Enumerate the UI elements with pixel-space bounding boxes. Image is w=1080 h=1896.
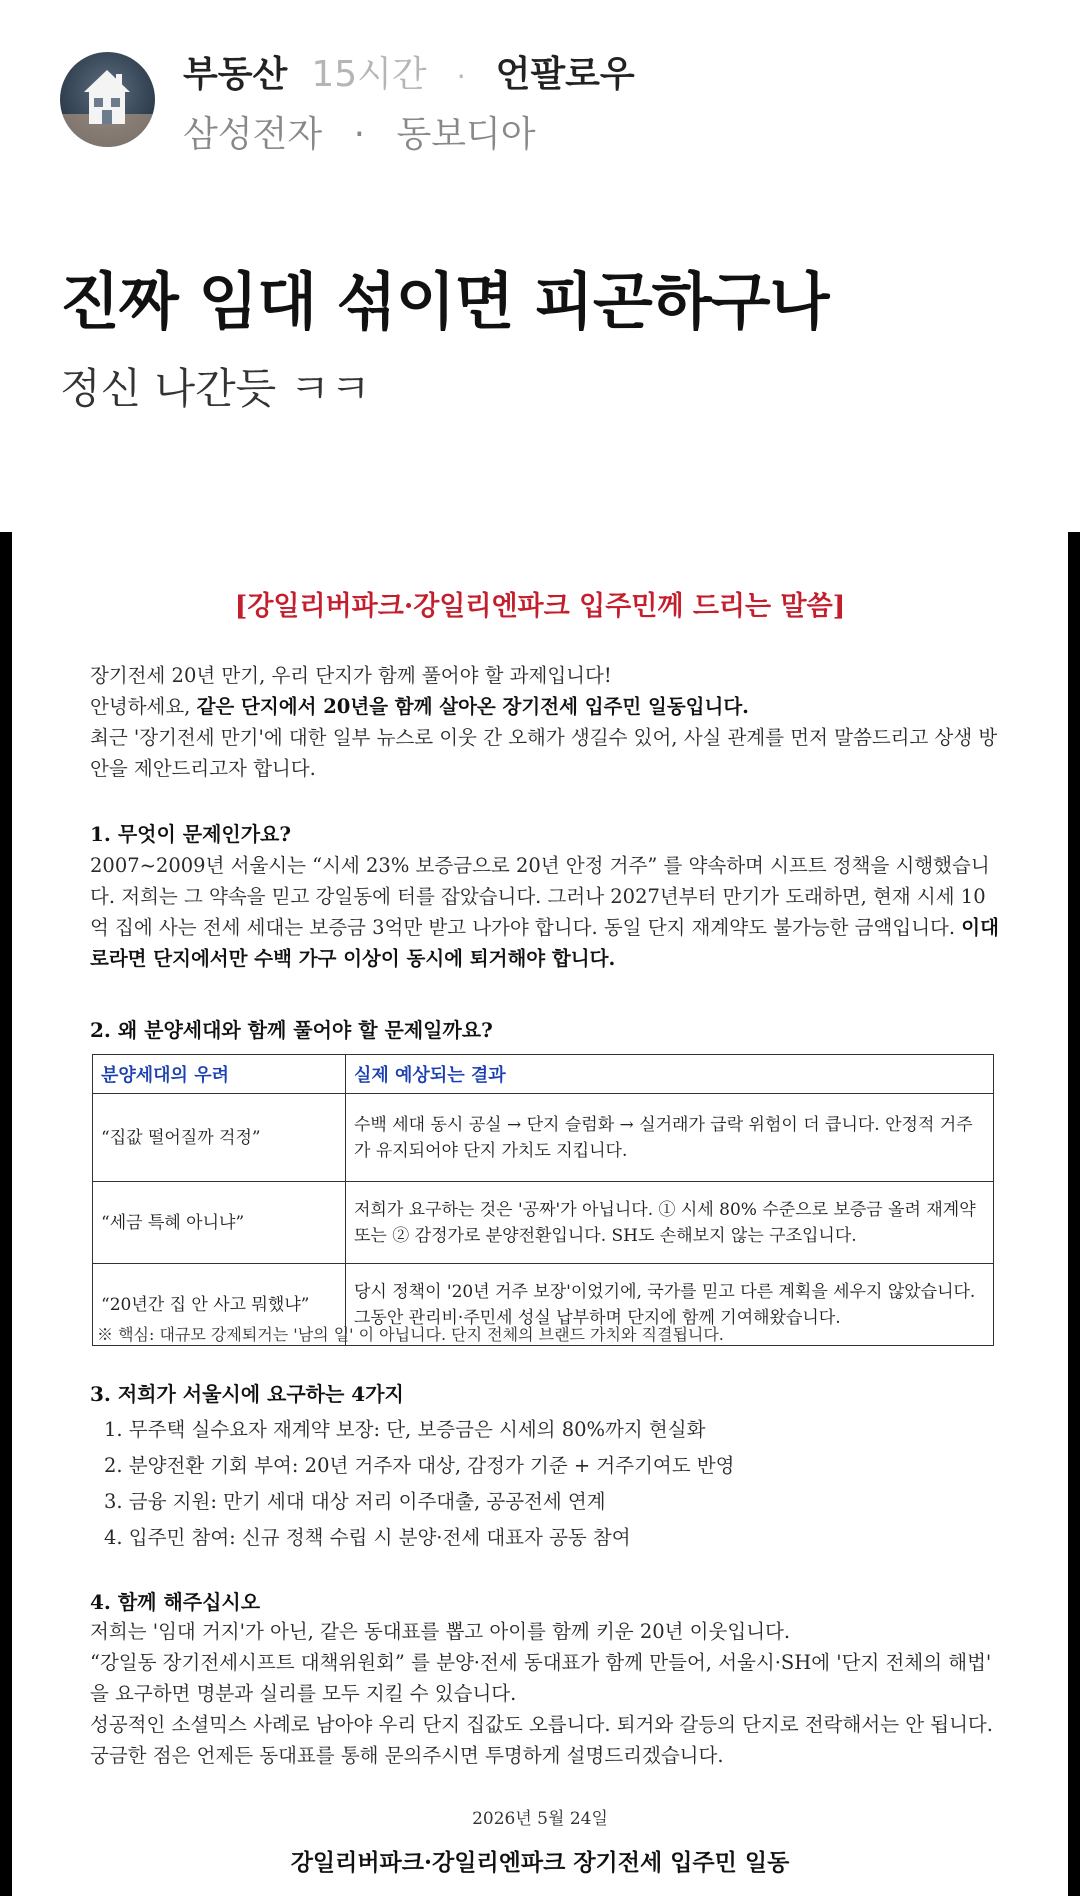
intro-greeting: 안녕하세요, [90, 695, 197, 718]
list-item: 2. 분양전환 기회 부여: 20년 거주자 대상, 감정가 기준 + 거주기여도 반영 [104, 1454, 735, 1477]
list-item: 1. 무주택 실수요자 재계약 보장: 단, 보증금은 시세의 80%까지 현실화 [104, 1418, 706, 1441]
intro-line-3: 최근 '장기전세 만기'에 대한 일부 뉴스로 이웃 간 오해가 생길수 있어, 사실 관계를 먼저 말씀드리고 상생 방안을 제안드리고자 합니다. [90, 726, 998, 780]
section-2-heading: 2. 왜 분양세대와 함께 풀어야 할 문제일까요? [90, 1018, 493, 1042]
intro-line-1: 장기전세 20년 만기, 우리 단지가 함께 풀어야 할 과제입니다! [90, 664, 612, 687]
demand-list [104, 1412, 734, 1556]
document-signature: 강일리버파크·강일리엔파크 장기전세 입주민 일동 [290, 1849, 790, 1876]
separator: · [456, 60, 466, 93]
section-1-text [90, 850, 1002, 974]
document-date: 2026년 5월 24일 [472, 1809, 608, 1829]
post-header [60, 52, 635, 155]
company-name: 삼성전자 [183, 114, 323, 155]
section-4-heading: 4. 함께 해주십시오 [90, 1590, 261, 1614]
concern-cell: “집값 떨어질까 걱정” [93, 1094, 346, 1182]
section-4-line: 성공적인 소셜믹스 사례로 남아야 우리 단지 집값도 오릅니다. 퇴거와 갈등의 단지로 전락해서는 안 됩니다. 궁금한 점은 언제든 동대표를 통해 문의주시면 투명하게 설명드리겠습니다. [90, 1713, 993, 1767]
author-affiliation [183, 112, 635, 158]
list-item: 4. 입주민 참여: 신규 정책 수립 시 분양·전세 대표자 공동 참여 [104, 1526, 631, 1549]
intro-line-2 [90, 691, 1002, 722]
intro-bold: 같은 단지에서 20년을 함께 살아온 장기전세 입주민 일동입니다. [196, 695, 749, 718]
result-cell: 저희가 요구하는 것은 '공짜'가 아닙니다. ① 시세 80% 수준으로 보증금 올려 재계약 또는 ② 감정가로 분양전환입니다. SH도 손해보지 않는 구조입니다. [346, 1182, 994, 1264]
unfollow-button[interactable]: 언팔로우 [495, 54, 635, 95]
concern-cell: “세금 특혜 아니냐” [93, 1182, 346, 1264]
house-icon [60, 52, 155, 147]
section-4-line: 저희는 '임대 거지'가 아닌, 같은 동대표를 뽑고 아이를 함께 키운 20년 이웃입니다. [90, 1620, 791, 1643]
section-1-heading: 1. 무엇이 문제인가요? [90, 822, 292, 846]
concern-cell: “20년간 집 안 사고 뭐했냐” [93, 1264, 346, 1346]
author-name[interactable]: 부동산 [183, 54, 288, 95]
attached-image[interactable] [0, 532, 1080, 1896]
section-1-body: 2007~2009년 서울시는 “시세 23% 보증금으로 20년 안정 거주” 를 약속하며 시프트 정책을 시행했습니다. 저희는 그 약속을 믿고 강일동에 터를 잡았습니다. 그러나 2027년부터 만기가 도래하면, 현재 시세 10억 집에 사는 전세 세대는 보증금 3억만 받고 나가야 합니다. 동일 단지 재계약도 불가능한 금액입니다. [90, 854, 990, 939]
table-header-concern: 분양세대의 우려 [93, 1055, 346, 1094]
result-cell: 당시 정책이 '20년 거주 보장'이었기에, 국가를 믿고 다른 계획을 세우지 않았습니다. 그동안 관리비·주민세 성실 납부하며 단지에 함께 기여해왔습니다. [346, 1264, 994, 1346]
result-cell: 수백 세대 동시 공실 → 단지 슬럼화 → 실거래가 급락 위험이 더 큽니다. 안정적 거주가 유지되어야 단지 가치도 지킵니다. [346, 1094, 994, 1182]
document-title: [강일리버파크·강일리엔파크 입주민께 드리는 말씀] [234, 591, 846, 622]
section-4-line: “강일동 장기전세시프트 대책위원회” 를 분양·전세 동대표가 함께 만들어, 서울시·SH에 '단지 전체의 해법' 을 요구하면 명분과 실리를 모두 지킬 수 있습니다. [90, 1651, 992, 1705]
post-body: 정신 나간듯 ㅋㅋ [60, 364, 371, 413]
table-header-result: 실제 예상되는 결과 [346, 1055, 994, 1094]
avatar[interactable] [60, 52, 155, 147]
affiliation-separator: · [353, 114, 366, 155]
post-time: 15시간 [311, 54, 427, 95]
section-4-text [90, 1616, 1002, 1771]
group-name[interactable]: 동보디아 [396, 114, 536, 155]
list-item: 3. 금융 지원: 만기 세대 대상 저리 이주대출, 공공전세 연계 [104, 1490, 606, 1513]
document [12, 532, 1068, 1896]
key-note: ※ 핵심: 대규모 강제퇴거는 '남의 일' 이 아닙니다. 단지 전체의 브랜드 가치와 직결됩니다. [97, 1325, 724, 1344]
table-row [93, 1182, 994, 1264]
section-3-heading: 3. 저희가 서울시에 요구하는 4가지 [90, 1382, 404, 1406]
concern-table [92, 1054, 994, 1346]
section-1-bold: 이대로라면 단지에서만 수백 가구 이상이 동시에 퇴거해야 합니다. [90, 916, 999, 970]
table-row [93, 1094, 994, 1182]
post-title: 진짜 임대 섞이면 피곤하구나 [60, 265, 829, 338]
